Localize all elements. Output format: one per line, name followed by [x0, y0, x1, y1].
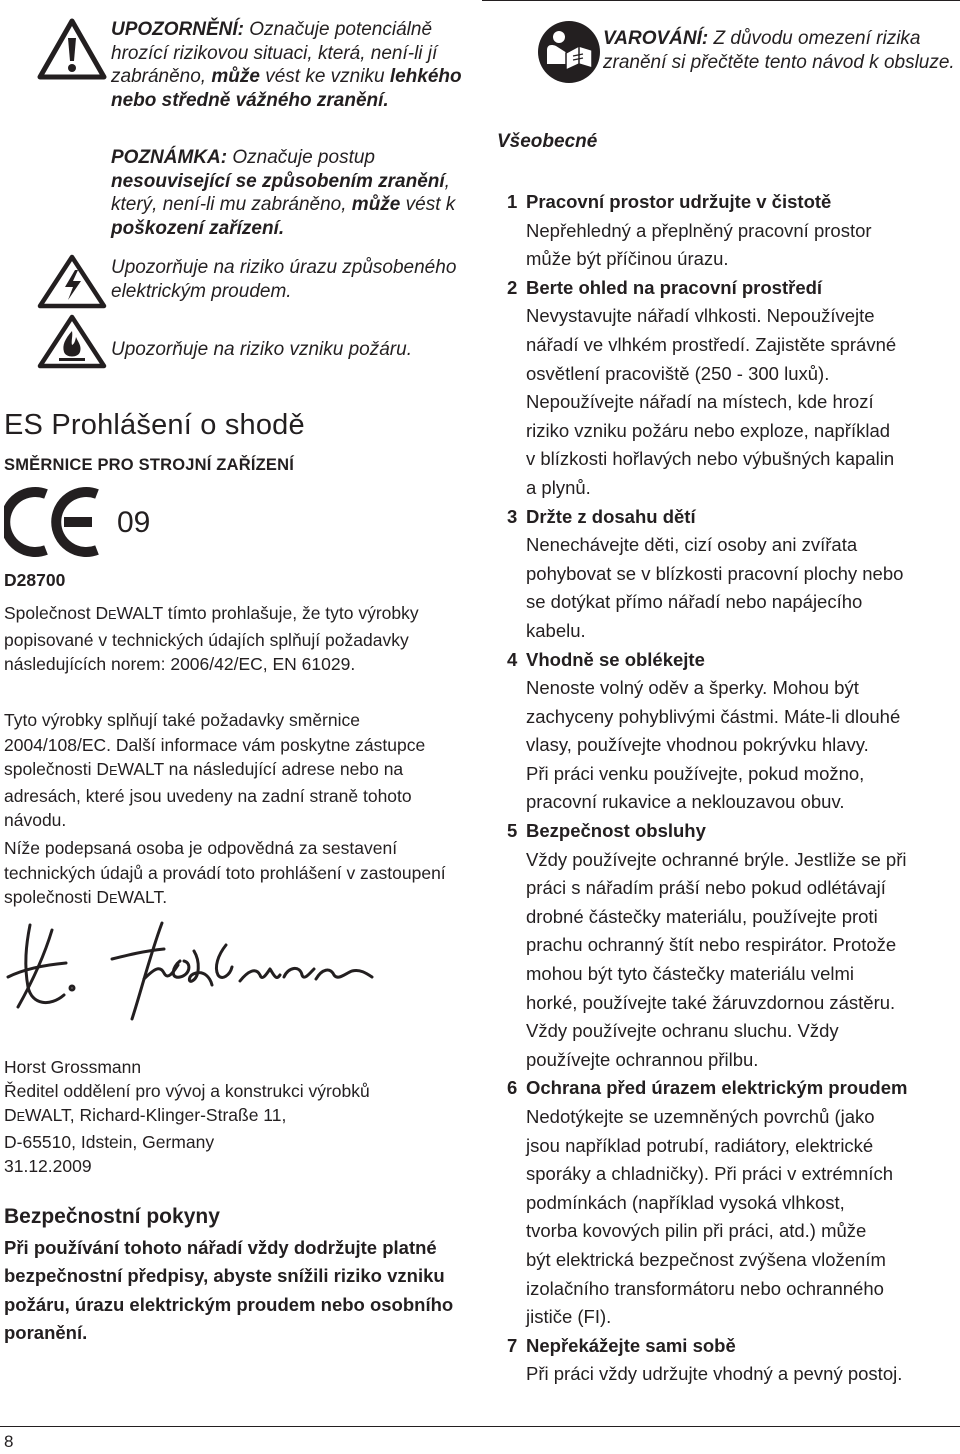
declaration-subtitle: SMĚRNICE PRO STROJNÍ ZAŘÍZENÍ	[4, 456, 294, 474]
declaration-paragraph-2	[4, 708, 469, 833]
rule-body	[497, 531, 960, 645]
rule-number: 4	[507, 648, 518, 670]
declaration-paragraph-3	[4, 836, 469, 912]
warning-segment: VAROVÁNÍ:	[603, 28, 709, 49]
rule-title: Bezpečnost obsluhy	[526, 820, 706, 842]
text-run: WALT.	[117, 887, 168, 907]
general-heading: Všeobecné	[497, 131, 598, 152]
rule-number: 3	[507, 505, 518, 527]
rule-title: Pracovní prostor udržujte v čistotě	[526, 191, 832, 212]
text-run: D	[4, 1105, 17, 1126]
warning-segment: POZNÁMKA:	[111, 147, 228, 168]
rule-line: kabelu.	[526, 619, 586, 641]
ce-mark-icon	[4, 486, 104, 558]
rule-line: používejte ochrannou přilbu.	[526, 1048, 759, 1070]
warning-segment: UPOZORNĚNÍ:	[111, 19, 244, 40]
rule-heading	[497, 274, 960, 303]
safety-title: Bezpečnostní pokyny	[4, 1205, 220, 1228]
rule-line: prachu ochranný štít nebo respirátor. Protože	[526, 934, 897, 956]
safety-lead: Při používání tohoto nářadí vždy dodržujte platné bezpečnostní předpisy, abyste snížili riziko vzniku požáru, úrazu elektrickým proudem nebo osobního poranění.	[4, 1237, 454, 1344]
rule-line: Vždy používejte ochranu sluchu. Vždy	[526, 1020, 839, 1042]
warning-segment: lehkého nebo středně vážného zranění.	[111, 66, 462, 111]
declaration-title: ES Prohlášení o shodě	[4, 409, 305, 441]
text-run: WALT na následující adrese nebo na adresách, které jsou uvedeny na zadní straně tohoto návodu.	[4, 759, 412, 830]
read-manual-warning-text	[603, 27, 960, 74]
rule-body	[497, 302, 960, 502]
text-run: Níže podepsaná osoba je odpovědná za sestavení technických údajů a provádí toto prohlášení v zastoupení společnosti D	[4, 838, 446, 907]
rule-line: Nenechávejte děti, cizí osoby ani zvířata	[526, 534, 858, 556]
text-run: WALT tímto prohlašuje, že tyto výrobky popisované v technických údajích splňují požadavky následujících norem: 2006/42/EC, EN 61029.	[4, 603, 419, 674]
rule-body	[497, 1103, 960, 1332]
warning-segment: , který, není-li mu zabráněno,	[111, 170, 450, 215]
warning-triangle-icon	[37, 18, 107, 80]
rule-line: Při práci venku používejte, pokud možno,	[526, 762, 865, 784]
rule-item	[497, 188, 960, 274]
warning-segment: může	[211, 66, 260, 87]
rule-line: horké, používejte také žáruvzdornou zástěru.	[526, 991, 896, 1013]
signer-city	[4, 1130, 469, 1154]
rule-line: být elektrická bezpečnost zvýšena vložením	[526, 1248, 886, 1270]
warning-text	[111, 18, 471, 112]
rule-heading	[497, 188, 960, 217]
rule-line: Nedotýkejte se uzemněných povrchů (jako	[526, 1106, 875, 1127]
text-run: WALT, Richard-Klinger-Straße 11,	[25, 1105, 287, 1126]
safety-rules-list	[497, 188, 960, 1389]
text-run: Horst Grossmann	[4, 1057, 142, 1077]
rule-body	[497, 846, 960, 1075]
warning-segment: vést k	[400, 194, 456, 215]
rule-line: sporáky a chladničky). Při práci v extrémních	[526, 1163, 894, 1185]
page-number: 8	[4, 1432, 14, 1451]
rule-line: Nepoužívejte nářadí na místech, kde hrozí	[526, 391, 874, 413]
text-run: D-65510, Idstein, Germany	[4, 1131, 215, 1152]
rule-number: 6	[507, 1077, 518, 1099]
warning-segment: Označuje postup	[227, 147, 375, 168]
rule-title: Berte ohled na pracovní prostředí	[526, 276, 823, 298]
rule-line: práci s nářadím práší nebo pokud odlétávají	[526, 877, 886, 899]
brand-small-cap: E	[109, 892, 118, 906]
text-run: Společnost D	[4, 603, 109, 623]
rule-line: nářadí ve vlhkém prostředí. Zajistěte správné	[526, 333, 897, 355]
brand-small-cap: E	[16, 1110, 26, 1125]
model-number: D28700	[4, 570, 66, 590]
signer-date	[4, 1154, 469, 1178]
electric-shock-icon	[37, 254, 107, 309]
brand-small-cap: E	[109, 764, 118, 778]
ce-number: 09	[117, 506, 151, 539]
rule-number: 2	[507, 276, 518, 298]
rule-item	[497, 1332, 960, 1389]
rule-title: Ochrana před úrazem elektrickým proudem	[526, 1077, 908, 1099]
rule-heading	[497, 503, 960, 532]
electric-warning-text	[111, 256, 471, 303]
signer-address	[4, 1103, 469, 1129]
rule-title: Vhodně se oblékejte	[526, 648, 705, 670]
rule-body	[497, 1360, 960, 1389]
warning-segment: Upozorňuje na riziko úrazu způsobeného elektrickým proudem.	[111, 257, 457, 302]
rule-item	[497, 1074, 960, 1331]
rule-item	[497, 274, 960, 503]
rule-item	[497, 817, 960, 1074]
rule-body	[497, 674, 960, 817]
rule-line: vlasy, používejte vhodnou pokrývku hlavy.	[526, 734, 869, 756]
rule-line: Vždy používejte ochranné brýle. Jestliže se při	[526, 848, 907, 870]
rule-line: Při práci vždy udržujte vhodný a pevný postoj.	[526, 1363, 903, 1385]
rule-item	[497, 503, 960, 646]
rule-line: osvětlení pracoviště (250 - 300 luxů).	[526, 362, 830, 384]
rule-heading	[497, 1332, 960, 1361]
warning-segment: Upozorňuje na riziko vzniku požáru.	[111, 339, 412, 360]
rule-title: Nepřekážejte sami sobě	[526, 1334, 736, 1356]
text-run: Tyto výrobky splňují také požadavky směrnice 2004/108/EC. Další informace vám poskytne zástupce společnosti D	[4, 710, 426, 779]
signer-position	[4, 1079, 469, 1103]
text-run: 31.12.2009	[4, 1155, 92, 1176]
warning-segment: vést ke vzniku	[259, 66, 390, 87]
warning-segment: Z důvodu omezení rizika zranění si přečtěte tento návod k obsluze.	[603, 28, 955, 73]
rule-line: riziko vzniku požáru nebo exploze, například	[526, 419, 891, 441]
fire-hazard-icon	[37, 314, 107, 369]
rule-heading	[497, 817, 960, 846]
signature-image	[4, 915, 384, 1025]
rule-line: zachyceny pohyblivými částmi. Máte-li dlouhé	[526, 705, 901, 727]
rule-heading	[497, 646, 960, 675]
text-run: Ředitel oddělení pro vývoj a konstrukci výrobků	[4, 1081, 370, 1102]
rule-line: drobné částečky materiálu, používejte proti	[526, 905, 878, 927]
rule-line: pracovní rukavice a neklouzavou obuv.	[526, 791, 845, 813]
rule-line: se dotýkat přímo nářadí nebo napájecího	[526, 591, 863, 613]
rule-body	[497, 217, 960, 274]
rule-line: Nepřehledný a přeplněný pracovní prostor	[526, 219, 872, 241]
signer-name	[4, 1055, 469, 1079]
warning-segment: může	[351, 194, 401, 215]
brand-small-cap: E	[108, 608, 117, 622]
rule-number: 1	[507, 191, 518, 212]
rule-line: tvorba kovových pilin při práci, atd.) může	[526, 1220, 867, 1242]
rule-line: podmínkách (například vysoká vlhkost,	[526, 1191, 845, 1213]
rule-title: Držte z dosahu dětí	[526, 505, 696, 527]
rule-number: 7	[507, 1334, 518, 1356]
top-rule	[482, 0, 960, 1]
rule-line: mohou být tyto částečky materiálu velmi	[526, 963, 854, 985]
rule-line: v blízkosti hořlavých nebo výbušných kapalin	[526, 448, 895, 470]
rule-line: může být příčinou úrazu.	[526, 248, 729, 270]
declaration-paragraph-1	[4, 601, 469, 677]
rule-number: 5	[507, 820, 518, 842]
note-text	[111, 146, 471, 240]
bottom-rule	[0, 1426, 960, 1427]
warning-segment: poškození zařízení.	[111, 217, 285, 239]
rule-line: Nevystavujte nářadí vlhkosti. Nepoužívejte	[526, 305, 875, 327]
rule-line: Nenoste volný oděv a šperky. Mohou být	[526, 677, 859, 699]
read-manual-icon	[537, 20, 601, 84]
rule-line: jističe (FI).	[526, 1306, 612, 1328]
signer-block	[4, 1055, 469, 1178]
warning-segment: Označuje potenciálně hrozící rizikovou situaci, která, není-li jí zabráněno,	[111, 19, 438, 87]
rule-line: jsou například potrubí, radiátory, elektrické	[526, 1134, 874, 1156]
warning-segment: nesouvisející se způsobením zranění	[111, 170, 445, 192]
rule-line: a plynů.	[526, 476, 591, 498]
fire-warning-text	[111, 338, 471, 362]
rule-line: izolačního transformátoru nebo ochranného	[526, 1277, 884, 1299]
rule-heading	[497, 1074, 960, 1103]
rule-line: pohybovat se v blízkosti pracovní plochy nebo	[526, 562, 904, 584]
rule-item	[497, 646, 960, 818]
